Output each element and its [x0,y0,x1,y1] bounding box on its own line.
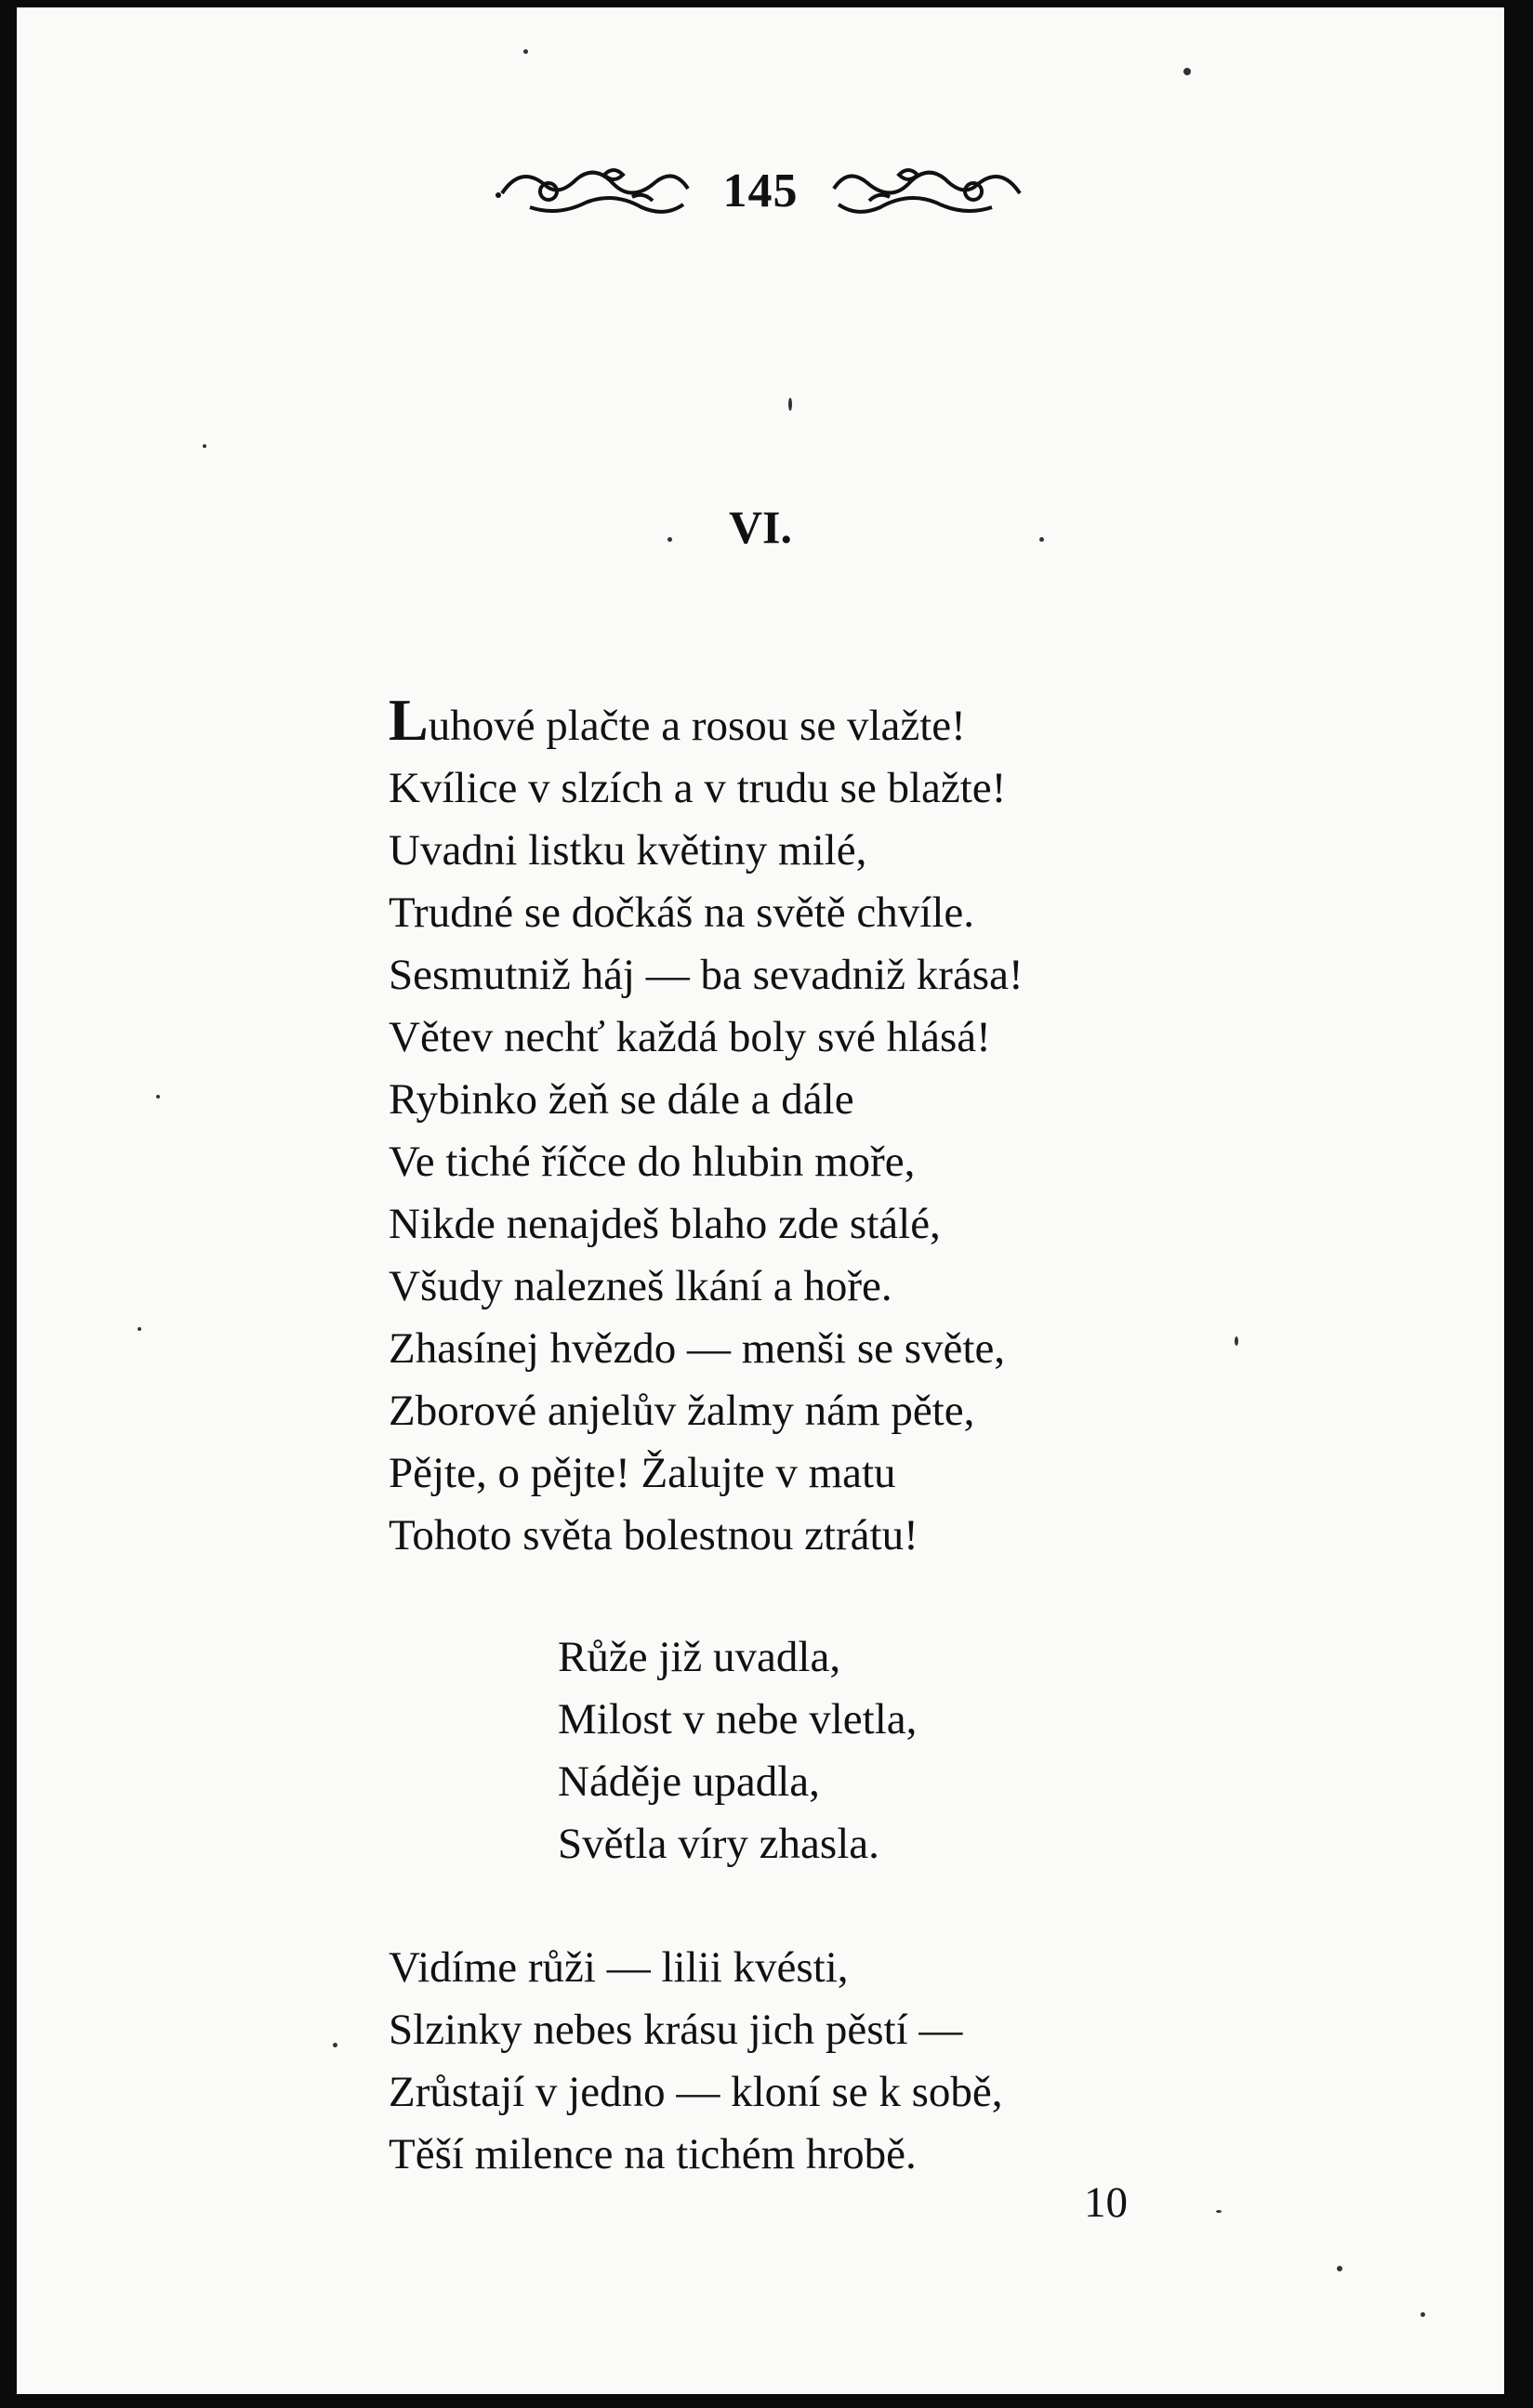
print-speck [1216,2210,1222,2213]
verse-line: Tohoto světa bolestnou ztrátu! [389,1511,918,1559]
print-speck [1235,1336,1238,1346]
verse-line: Ve tiché říčce do hlubin moře, [389,1138,916,1186]
page-number: 145 [722,164,799,217]
verse-line-text: Luhové plačte a rosou se vlažte! [389,687,966,753]
verse-line: Vidíme růži — lilii kvésti, [389,1943,849,1992]
section-numeral: VI. [728,501,793,553]
print-speck [1337,2266,1342,2271]
page-header [17,156,1504,230]
page-edge [1504,0,1533,2408]
print-speck [333,2043,337,2047]
verse-line: Všudy nalezneš lkání a hoře. [389,1262,892,1310]
verse-line: Zrůstají v jedno — kloní se k sobě, [389,2068,1003,2116]
verse-line: Milost v nebe vletla, [558,1695,918,1743]
floral-ornament-icon [493,156,697,226]
verse-line: Pějte, o pějte! Žalujte v matu [389,1449,896,1497]
verse-line: Větev nechť každá boly své hlásá! [389,1013,991,1061]
verse-line: Nikde nenajdeš blaho zde stálé, [389,1200,941,1248]
floral-ornament-icon [825,156,1029,226]
stanza-2 [558,1626,917,1875]
stanza-3 [389,1937,1003,2186]
verse-line: Trudné se dočkáš na světě chvíle. [389,888,975,937]
verse-line: Uvadni listku květiny milé, [389,826,867,875]
verse-line: Těší milence na tichém hrobě. [389,2130,917,2178]
book-page [17,7,1504,2394]
print-speck [523,49,528,54]
verse-line [389,687,1024,757]
print-speck [1039,537,1044,542]
verse-line: Zborové anjelův žalmy nám pěte, [389,1387,975,1435]
signature-number: 10 [1084,2178,1128,2227]
print-speck [788,398,792,411]
verse-line: Rybinko žeň se dále a dále [389,1075,854,1124]
print-speck [1421,2312,1425,2317]
print-speck [667,537,672,542]
verse-line: Růže již uvadla, [558,1633,841,1681]
print-speck [203,444,206,448]
verse-line: Světla víry zhasla. [558,1820,879,1868]
verse-line: Kvílice v slzích a v trudu se blažte! [389,764,1007,812]
verse-line: Zhasínej hvězdo — menši se světe, [389,1324,1006,1373]
verse-line: Sesmutniž háj — ba sevadniž krása! [389,951,1024,999]
verse-line: Náděje upadla, [558,1757,820,1806]
print-speck [156,1095,160,1099]
print-speck [1183,68,1191,75]
verse-line: Slzinky nebes krásu jich pěstí — [389,2006,963,2054]
initial-letter: L [389,687,429,753]
stanza-1 [389,687,1024,1567]
print-speck [138,1327,141,1331]
